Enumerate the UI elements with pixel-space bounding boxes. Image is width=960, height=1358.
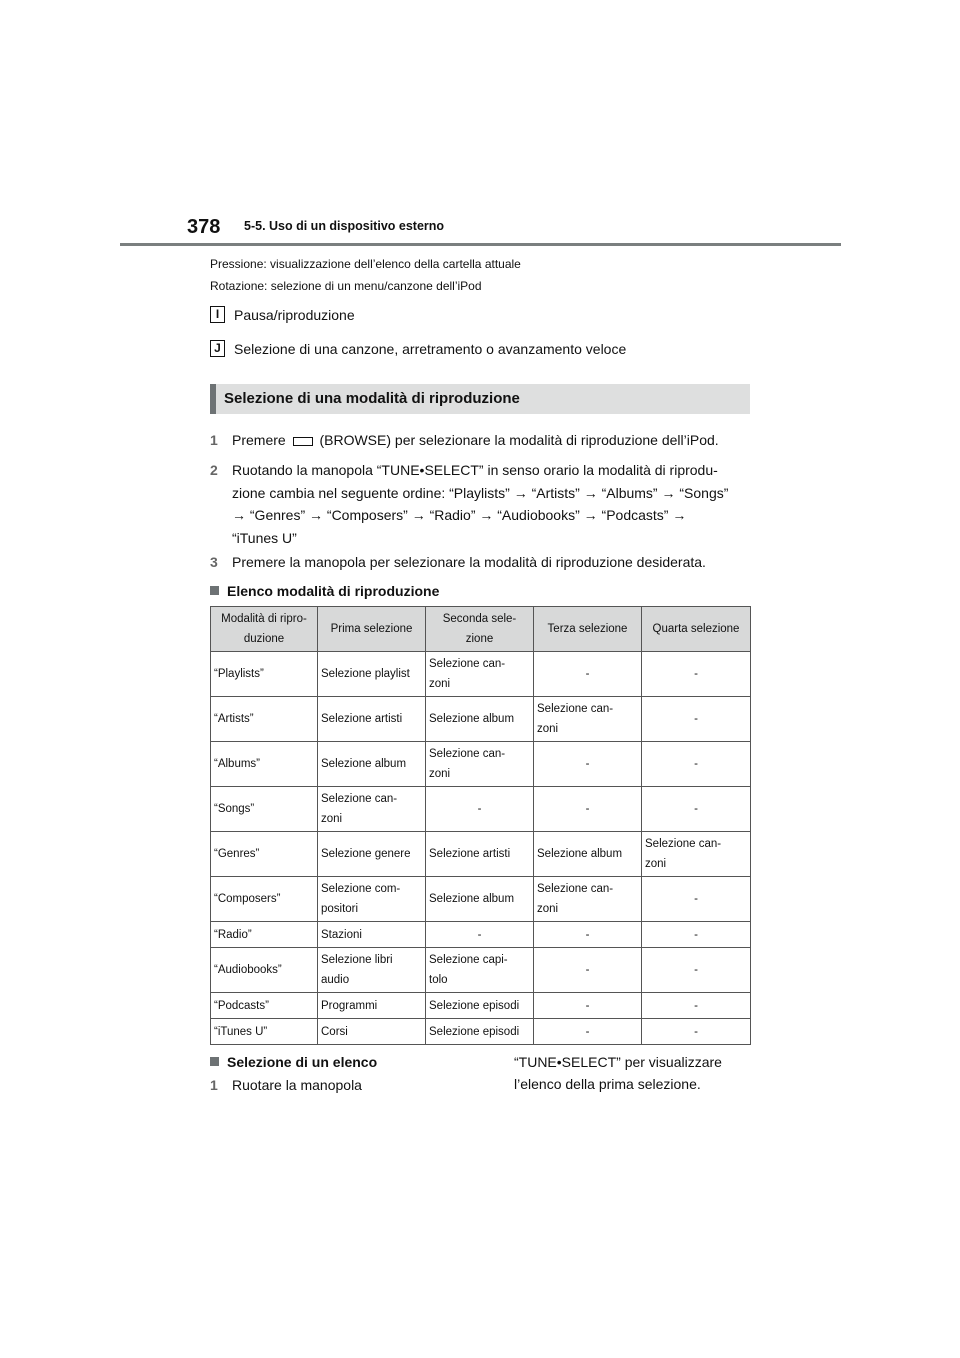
cell-line: - <box>694 893 698 905</box>
cell-line: “Artists” <box>214 713 254 725</box>
key-item-j <box>210 340 626 357</box>
table-cell <box>642 742 751 787</box>
header-cell-line: zione <box>465 633 494 645</box>
cell-line: Selezione episodi <box>429 999 520 1012</box>
table-cell <box>211 832 318 877</box>
cell-line: - <box>694 713 698 725</box>
table-cell <box>426 652 534 697</box>
table-cell <box>642 948 751 993</box>
cell-line: “Composers” <box>214 893 281 905</box>
cell-line: Selezione artisti <box>321 713 403 725</box>
cell-line: “Podcasts” <box>214 999 269 1012</box>
cell-line: - <box>694 1025 698 1038</box>
select-step-text: Ruotare la manopola <box>232 1077 362 1093</box>
table-cell <box>211 787 318 832</box>
header-cell-line: Modalità di ripro- <box>221 613 307 625</box>
table-cell <box>318 832 426 877</box>
cell-line: zoni <box>537 723 559 735</box>
table-body <box>211 652 751 1045</box>
key-letter-i: I <box>210 306 225 323</box>
browse-button-icon <box>293 437 313 446</box>
cell-line: Selezione album <box>429 893 515 905</box>
header-cell-line: duzione <box>243 633 285 645</box>
cell-line: - <box>585 803 590 815</box>
table-cell <box>211 697 318 742</box>
cell-line: Selezione episodi <box>429 1025 520 1038</box>
table-header-cell <box>211 607 318 652</box>
table-cell <box>426 832 534 877</box>
header-cell-line: Quarta selezione <box>652 623 740 635</box>
bullet-square-icon <box>210 586 219 595</box>
table-header-row <box>211 607 751 652</box>
cell-line: - <box>694 999 698 1012</box>
list-heading-text: Elenco modalità di riproduzione <box>227 583 440 599</box>
header-cell-line: Terza selezione <box>547 623 628 635</box>
step-2-line: Ruotando la manopola “TUNE•SELECT” in senso orario la modalità di riprodu- <box>232 462 718 478</box>
cell-line: - <box>477 928 482 941</box>
cell-line: - <box>694 668 698 680</box>
heading-accent <box>210 384 216 414</box>
table-cell <box>211 652 318 697</box>
table-row <box>211 652 751 697</box>
page-number: 378 <box>187 216 221 238</box>
step-3 <box>210 551 755 574</box>
section-title: 5-5. Uso di un dispositivo esterno <box>244 219 445 233</box>
header-cell-line: Seconda sele- <box>442 613 517 625</box>
table-cell <box>426 787 534 832</box>
table-cell <box>534 787 642 832</box>
table-cell <box>426 993 534 1019</box>
cell-line: zoni <box>321 813 343 825</box>
table-row <box>211 742 751 787</box>
table-cell <box>426 742 534 787</box>
table-row <box>211 787 751 832</box>
cell-line: Selezione can- <box>645 838 722 850</box>
intro-press: Pressione: visualizzazione dell’elenco della cartella attuale <box>210 257 521 271</box>
step-2-line: → “Genres” → “Composers” → “Radio” → “Audiobooks” → “Podcasts” → <box>232 507 687 523</box>
cell-line: - <box>694 964 698 976</box>
table-cell <box>211 742 318 787</box>
table-cell <box>318 697 426 742</box>
cell-line: - <box>694 758 698 770</box>
cell-line: “Albums” <box>214 758 261 770</box>
table-row <box>211 993 751 1019</box>
select-list-heading <box>210 1054 377 1070</box>
table-cell <box>534 652 642 697</box>
table-cell <box>318 922 426 948</box>
key-text-i: Pausa/riproduzione <box>234 306 355 323</box>
cell-line: Programmi <box>321 999 378 1012</box>
cell-line: - <box>477 803 482 815</box>
cell-line: - <box>585 668 590 680</box>
cell-line: - <box>585 928 590 941</box>
cell-line: - <box>585 1025 590 1038</box>
cell-line: Selezione album <box>429 713 515 725</box>
cell-line: zoni <box>429 768 451 780</box>
table-cell <box>318 787 426 832</box>
step-number: 3 <box>210 554 218 570</box>
table-cell <box>642 697 751 742</box>
key-text-j: Selezione di una canzone, arretramento o avanzamento veloce <box>234 340 627 357</box>
table-cell <box>426 948 534 993</box>
table-cell <box>642 832 751 877</box>
table-cell <box>211 1019 318 1045</box>
cell-line: “Audiobooks” <box>214 964 282 976</box>
cell-line: - <box>585 964 590 976</box>
cell-line: zoni <box>537 903 559 915</box>
table-row <box>211 697 751 742</box>
table-row <box>211 948 751 993</box>
table-cell <box>534 877 642 922</box>
step-number: 2 <box>210 462 218 478</box>
section-heading <box>210 384 750 414</box>
key-letter-j: J <box>210 340 225 357</box>
table-header-cell <box>426 607 534 652</box>
cell-line: Selezione can- <box>429 748 506 760</box>
select-list-heading-text: Selezione di un elenco <box>227 1054 378 1070</box>
cell-line: - <box>585 999 590 1012</box>
table-cell <box>642 652 751 697</box>
cell-line: Selezione album <box>537 848 623 860</box>
cell-line: Corsi <box>321 1025 348 1038</box>
table-cell <box>426 922 534 948</box>
step-number: 1 <box>210 432 218 448</box>
cell-line: “Genres” <box>214 848 260 860</box>
table-cell <box>534 993 642 1019</box>
table-cell <box>534 1019 642 1045</box>
cell-line: Selezione album <box>321 758 407 770</box>
cell-line: Selezione libri <box>321 954 393 966</box>
table-cell <box>642 1019 751 1045</box>
table-cell <box>642 877 751 922</box>
playback-mode-table <box>210 606 751 1045</box>
header-rule <box>120 243 841 246</box>
table-cell <box>318 877 426 922</box>
table-row <box>211 877 751 922</box>
cell-line: “Songs” <box>214 803 255 815</box>
step-2 <box>210 459 755 549</box>
table-cell <box>642 922 751 948</box>
cell-line: Selezione genere <box>321 848 411 860</box>
table-cell <box>211 948 318 993</box>
table-header-cell <box>642 607 751 652</box>
heading-title: Selezione di una modalità di riproduzione <box>224 390 520 407</box>
list-heading <box>210 583 439 599</box>
table-cell <box>318 948 426 993</box>
table-cell <box>318 993 426 1019</box>
bullet-square-icon <box>210 1057 219 1066</box>
step-1-before: Premere <box>232 432 286 448</box>
step-number: 1 <box>210 1077 218 1093</box>
cell-line: Selezione can- <box>429 658 506 670</box>
cell-line: - <box>585 758 590 770</box>
table-cell <box>642 993 751 1019</box>
cell-line: Selezione playlist <box>321 668 410 680</box>
table-row <box>211 1019 751 1045</box>
cell-line: zoni <box>645 858 667 870</box>
select-continued-line: “TUNE•SELECT” per visualizzare <box>514 1054 722 1070</box>
table-header-cell <box>534 607 642 652</box>
table-cell <box>426 1019 534 1045</box>
table-cell <box>211 877 318 922</box>
intro-rotate: Rotazione: selezione di un menu/canzone dell’iPod <box>210 279 482 293</box>
table-row <box>211 832 751 877</box>
cell-line: Selezione com- <box>321 883 401 895</box>
table-cell <box>534 697 642 742</box>
step-3-text: Premere la manopola per selezionare la modalità di riproduzione desiderata. <box>232 554 706 570</box>
cell-line: audio <box>321 974 350 986</box>
cell-line: - <box>694 928 698 941</box>
table-cell <box>211 922 318 948</box>
step-1 <box>210 429 755 452</box>
table-cell <box>534 832 642 877</box>
table-cell <box>318 742 426 787</box>
cell-line: - <box>694 803 698 815</box>
cell-line: Stazioni <box>321 928 362 941</box>
cell-line: tolo <box>429 974 448 986</box>
table-header-cell <box>318 607 426 652</box>
cell-line: “Radio” <box>214 928 252 941</box>
cell-line: zoni <box>429 678 451 690</box>
table-cell <box>426 697 534 742</box>
table-cell <box>534 742 642 787</box>
table-row <box>211 922 751 948</box>
select-continued-line: l’elenco della prima selezione. <box>514 1076 701 1092</box>
table-cell <box>642 787 751 832</box>
cell-line: Selezione can- <box>537 703 614 715</box>
step-2-line: zione cambia nel seguente ordine: “Playlists” → “Artists” → “Albums” → “Songs” <box>232 484 729 501</box>
cell-line: positori <box>321 903 359 915</box>
key-item-i <box>210 306 355 323</box>
cell-line: Selezione can- <box>537 883 614 895</box>
cell-line: “Playlists” <box>214 668 264 680</box>
table-cell <box>534 948 642 993</box>
table-cell <box>426 877 534 922</box>
step-2-line: “iTunes U” <box>232 529 297 546</box>
table-cell <box>211 993 318 1019</box>
step-1-after: (BROWSE) per selezionare la modalità di riproduzione dell’iPod. <box>319 432 719 448</box>
cell-line: Selezione capi- <box>429 954 508 966</box>
table-cell <box>318 1019 426 1045</box>
cell-line: “iTunes U” <box>214 1025 268 1038</box>
header-cell-line: Prima selezione <box>330 623 413 635</box>
table-cell <box>318 652 426 697</box>
cell-line: Selezione can- <box>321 793 398 805</box>
table-cell <box>534 922 642 948</box>
cell-line: Selezione artisti <box>429 848 511 860</box>
